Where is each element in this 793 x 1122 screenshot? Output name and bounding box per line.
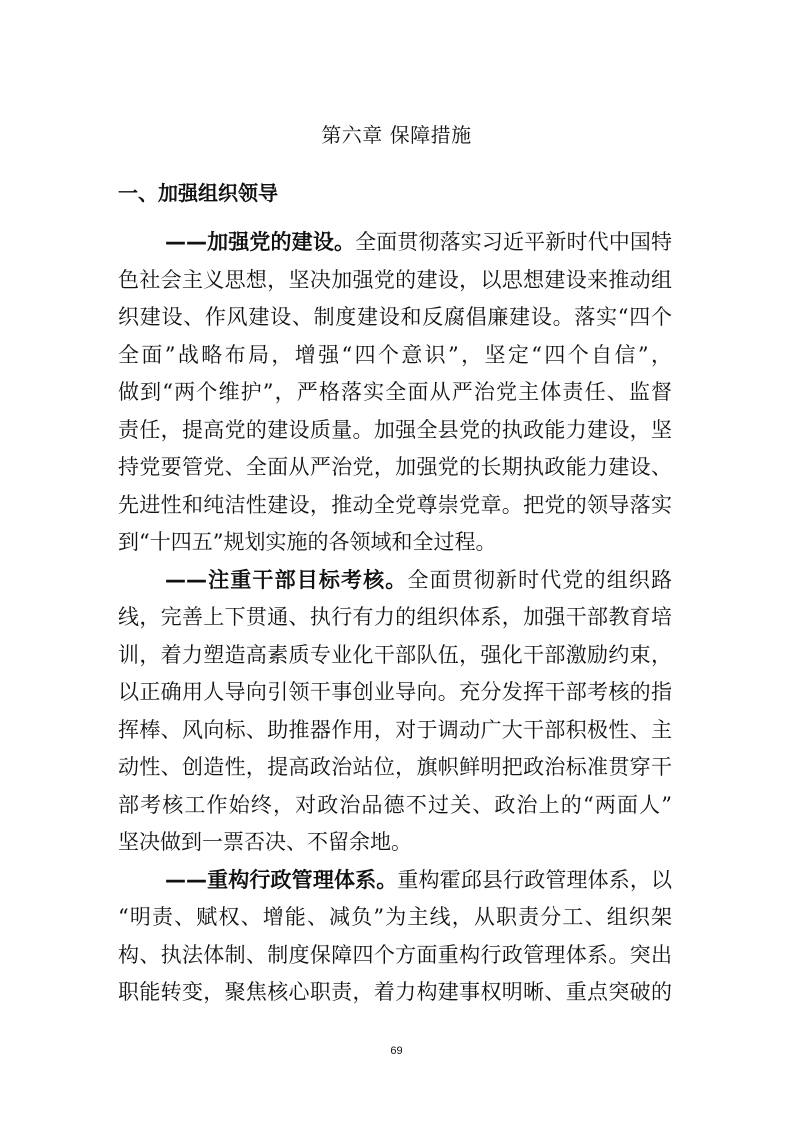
paragraph-line: 以正确用人导向引领干事创业导向。充分发挥干部考核的指: [118, 680, 672, 704]
paragraph-line: 织建设、作风建设、制度建设和反腐倡廉建设。落实“四个: [118, 305, 672, 329]
paragraph-line: 训，着力塑造高素质专业化干部队伍，强化干部激励约束，: [118, 642, 672, 667]
paragraph-lead: ——加强党的建设。: [165, 230, 356, 254]
paragraph-line: 做到“两个维护”，严格落实全面从严治党主体责任、监督: [118, 380, 672, 404]
paragraph-line: 线，完善上下贯通、执行有力的组织体系，加强干部教育培: [118, 605, 672, 629]
paragraph-lead: ——注重干部目标考核。: [165, 567, 408, 592]
body-text: [118, 224, 672, 1012]
section-heading: 一、加强组织领导: [118, 181, 278, 205]
paragraph-line: 坚决做到一票否决、不留余地。: [118, 830, 412, 854]
page-number: 69: [390, 1045, 403, 1057]
paragraph-line: 动性、创造性，提高政治站位，旗帜鲜明把政治标准贯穿干: [118, 755, 672, 779]
paragraph-line: 部考核工作始终，对政治品德不过关、政治上的“两面人”: [118, 792, 672, 817]
paragraph-lead: ——重构行政管理体系。: [165, 867, 398, 892]
chapter-title: 第六章 保障措施: [321, 123, 472, 147]
paragraph-line: 职能转变，聚焦核心职责，着力构建事权明晰、重点突破的: [118, 980, 672, 1004]
paragraph-text: 重构霍邱县行政管理体系，以: [397, 867, 673, 892]
paragraph-line: 到“十四五”规划实施的各领域和全过程。: [118, 530, 497, 554]
paragraph-line: 构、执法体制、制度保障四个方面重构行政管理体系。突出: [118, 942, 672, 967]
paragraph-line: 色社会主义思想，坚决加强党的建设，以思想建设来推动组: [118, 267, 672, 292]
paragraph-text: 全面贯彻新时代党的组织路: [407, 567, 673, 592]
paragraph-line: 责任，提高党的建设质量。加强全县党的执政能力建设，坚: [118, 417, 672, 442]
paragraph-line: 全面”战略布局，增强“四个意识”，坚定“四个自信”，: [118, 342, 672, 367]
paragraph-line: 挥棒、风向标、助推器作用，对于调动广大干部积极性、主: [118, 717, 672, 742]
paragraph-line: [118, 224, 672, 262]
paragraph-line: [118, 562, 672, 600]
paragraph-text: 全面贯彻落实习近平新时代中国特: [355, 230, 673, 254]
paragraph-line: [118, 862, 672, 900]
paragraph-line: 先进性和纯洁性建设，推动全党尊崇党章。把党的领导落实: [118, 492, 672, 517]
paragraph-line: “明责、赋权、增能、减负”为主线，从职责分工、组织架: [118, 905, 672, 929]
paragraph-line: 持党要管党、全面从严治党，加强党的长期执政能力建设、: [118, 455, 672, 479]
